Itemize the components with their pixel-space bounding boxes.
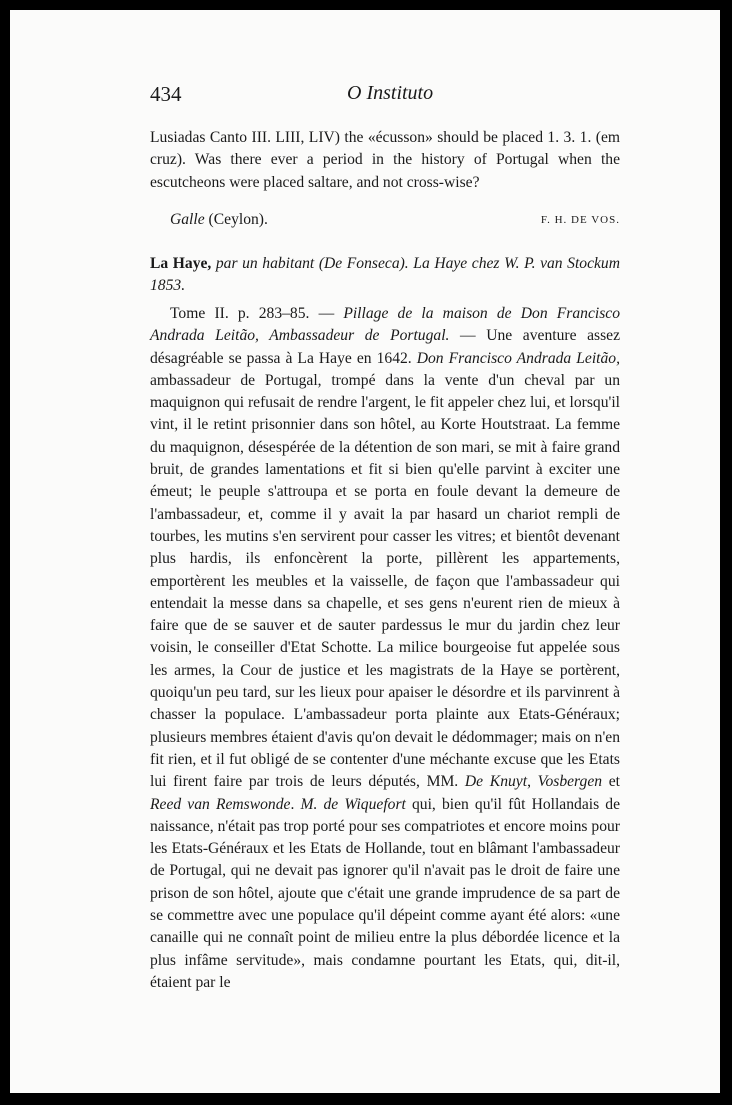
signoff-line [170, 211, 620, 235]
page-number: 434 [150, 82, 182, 106]
source-rest: par un habitant (De Fonseca). La Haye chez W. P. van Stockum 1853. [150, 255, 620, 295]
article-name: Don Francisco Andrada Leitão, [416, 349, 620, 367]
running-title: O Instituto [347, 82, 434, 104]
article-body-2: ambassadeur de Portugal, trompé dans la vente d'un cheval par un maquignon qui refusait de rendre l'argent, le fit appeler chez lui, et lorsqu'il vint, il le retint prisonnier dans son hôtel, au Korte Houtstraat. La femme du maquignon, désespérée de la détention de son mari, se mit à faire grand bruit, de grandes lamentations et fit si bien qu'elle parvint à exciter une émeut; le peuple s'attroupa et se porta en foule devant la demeure de l'ambassadeur, et, comme il y avait la par hasard un chariot rempli de tourbes, les mutins s'en servirent pour casser les vitres; et bientôt devenant plus hardis, ils enfoncèrent la porte, pillèrent les appartements, emportèrent les meubles et la vaisselle, de façon que l'ambassadeur qui entendait la messe dans sa chapelle, et ses gens n'eurent rien de mieux à faire que de se sauver et de sauter pardessus le mur du jardin chez leur voisin, le conseiller d'Etat Schotte. La milice bourgeoise fut appelée sous les armes, la Cour de justice et les magistrats de la Haye se portèrent, quoiqu'un peu tard, sur les lieux pour apaiser le désordre et ils parvinrent à chasser la populace. L'ambassadeur porta plainte aux Etats-Généraux; plusieurs membres étaient d'avis qu'on devait le dédommager; mais on n'en fit rien, et il fut obligé de se contenter d'une méchante excuse que les Etats lui firent faire par trois de leurs députés, MM. [150, 371, 620, 791]
source-heading [150, 253, 620, 298]
source-title: La Haye, [150, 255, 212, 272]
deputy-2: Vosbergen [537, 773, 603, 791]
sep-2: et [602, 773, 621, 791]
article-body-3: qui, bien qu'il fût Hollandais de naissance, n'était pas trop porté pour ses compatriotes et encore moins pour les Etats-Généraux et les Etats de Hollande, tout en blâmant l'ambassadeur de Portugal, qui ne devait pas ignorer qu'il n'avait pas le droit de faire une prison de son hôtel, ajoute que c'était une grande imprudence de sa part de se commettre avec une populace qu'il dépeint comme ayant été alors: «une canaille qui ne connaît point de milieu entre la plus débordée licence et la plus infâme servitude», mais condamne pourtant les Etats, qui, dit-il, étaient par le [150, 795, 620, 991]
article-body [150, 303, 620, 994]
signoff-place-italic: Galle [170, 211, 205, 228]
signoff-signer: F. H. DE VOS. [540, 214, 620, 226]
signoff-place [170, 211, 268, 229]
article-paragraph [150, 303, 620, 994]
article-ref: Tome II. p. 283–85. — [170, 305, 344, 322]
source-text [150, 253, 620, 298]
page-header [150, 82, 610, 112]
deputy-3: Reed van Remswonde [150, 795, 291, 813]
article-title: Pillage de la maison de Don Francisco Andrada Leitão, Ambassadeur de Portugal. [150, 305, 621, 345]
deputy-4: M. de Wiquefort [300, 795, 406, 813]
signoff-place-rest: (Ceylon). [204, 211, 268, 228]
sep-3: . [290, 795, 301, 813]
document-page [10, 10, 720, 1093]
article-body-1: — Une aventure assez désagréable se passa à La Haye en 1642. [150, 327, 620, 367]
sep-1: , [527, 773, 538, 791]
intro-paragraph [150, 127, 620, 194]
intro-text: Lusiadas Canto III. LIII, LIV) the «écusson» should be placed 1. 3. 1. (em cruz). Was there ever a period in the history of Portugal when the escutcheons were placed saltare, and not cross-wise? [150, 129, 620, 191]
deputy-1: De Knuyt [464, 773, 528, 791]
